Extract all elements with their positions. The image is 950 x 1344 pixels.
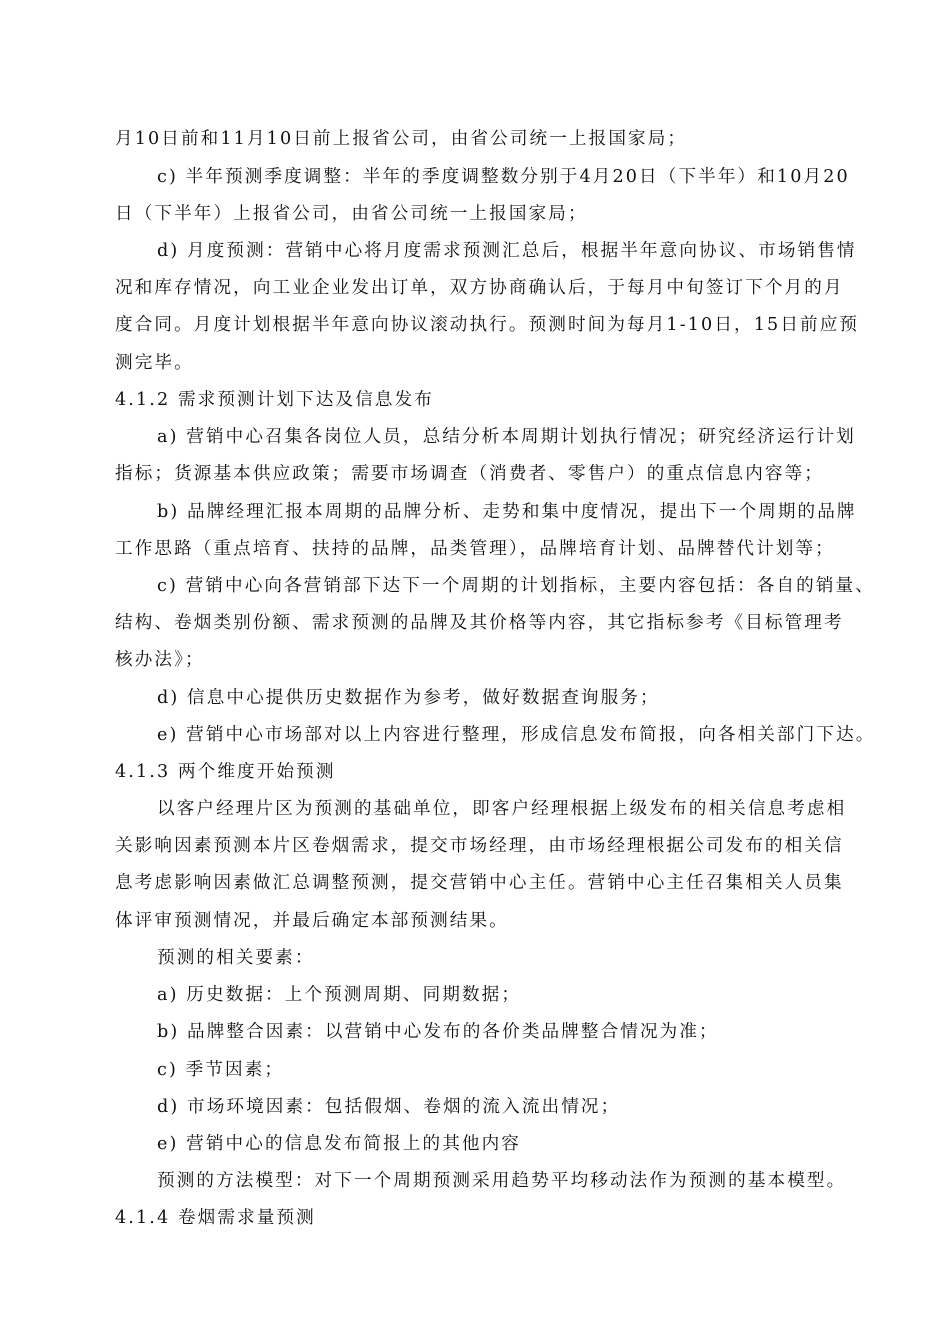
paragraph-line: 以客户经理片区为预测的基础单位，即客户经理根据上级发布的相关信息考虑相 bbox=[157, 799, 847, 819]
paragraph-line: 息考虑影响因素做汇总调整预测，提交营销中心主任。营销中心主任召集相关人员集 bbox=[115, 873, 844, 893]
paragraph-line: 况和库存情况，向工业企业发出订单，双方协商确认后，于每月中旬签订下个月的月 bbox=[115, 278, 844, 298]
section-heading: 4.1.2 需求预测计划下达及信息发布 bbox=[115, 390, 434, 410]
paragraph-line: 体评审预测情况，并最后确定本部预测结果。 bbox=[115, 911, 509, 931]
paragraph-line: c) 营销中心向各营销部下达下一个周期的计划指标，主要内容包括：各自的销量、 bbox=[157, 576, 875, 596]
paragraph-line: 核办法》； bbox=[115, 650, 205, 670]
paragraph-line: 指标；货源基本供应政策；需要市场调查（消费者、零售户）的重点信息内容等； bbox=[115, 464, 824, 484]
paragraph-line: a) 营销中心召集各岗位人员，总结分析本周期计划执行情况；研究经济运行计划 bbox=[157, 427, 856, 447]
paragraph-line: 工作思路（重点培育、扶持的品牌，品类管理），品牌培育计划、品牌替代计划等； bbox=[115, 539, 835, 559]
paragraph-line: d) 信息中心提供历史数据作为参考，做好数据查询服务； bbox=[157, 688, 660, 708]
paragraph-line: c) 半年预测季度调整：半年的季度调整数分别于4月20日（下半年）和10月20 bbox=[157, 167, 850, 187]
paragraph-line: 结构、卷烟类别份额、需求预测的品牌及其价格等内容，其它指标参考《目标管理考 bbox=[115, 613, 844, 633]
list-item: a) 历史数据：上个预测周期、同期数据； bbox=[157, 985, 522, 1005]
paragraph-line: 预测的方法模型：对下一个周期预测采用趋势平均移动法作为预测的基本模型。 bbox=[157, 1171, 847, 1191]
list-item: c) 季节因素； bbox=[157, 1060, 285, 1080]
list-item: b) 品牌整合因素：以营销中心发布的各价类品牌整合情况为准； bbox=[157, 1022, 719, 1042]
paragraph-line: 预测的相关要素： bbox=[157, 948, 315, 968]
paragraph-line: 关影响因素预测本片区卷烟需求，提交市场经理，由市场经理根据公司发布的相关信 bbox=[115, 836, 844, 856]
paragraph-line: d) 月度预测：营销中心将月度需求预测汇总后，根据半年意向协议、市场销售情 bbox=[157, 241, 857, 261]
paragraph-line: 测完毕。 bbox=[115, 353, 194, 373]
section-heading: 4.1.3 两个维度开始预测 bbox=[115, 762, 336, 782]
list-item: d) 市场环境因素：包括假烟、卷烟的流入流出情况； bbox=[157, 1097, 621, 1117]
paragraph-line: b) 品牌经理汇报本周期的品牌分析、走势和集中度情况，提出下一个周期的品牌 bbox=[157, 502, 857, 522]
paragraph-line: 日（下半年）上报省公司，由省公司统一上报国家局； bbox=[115, 204, 588, 224]
paragraph-line: e) 营销中心市场部对以上内容进行整理，形成信息发布简报，向各相关部门下达。 bbox=[157, 725, 876, 745]
paragraph-line: 月10日前和11月10日前上报省公司，由省公司统一上报国家局； bbox=[115, 129, 688, 149]
list-item: e) 营销中心的信息发布简报上的其他内容 bbox=[157, 1134, 521, 1154]
paragraph-line: 度合同。月度计划根据半年意向协议滚动执行。预测时间为每月1-10日，15日前应预 bbox=[115, 315, 860, 335]
section-heading: 4.1.4 卷烟需求量预测 bbox=[115, 1208, 316, 1228]
